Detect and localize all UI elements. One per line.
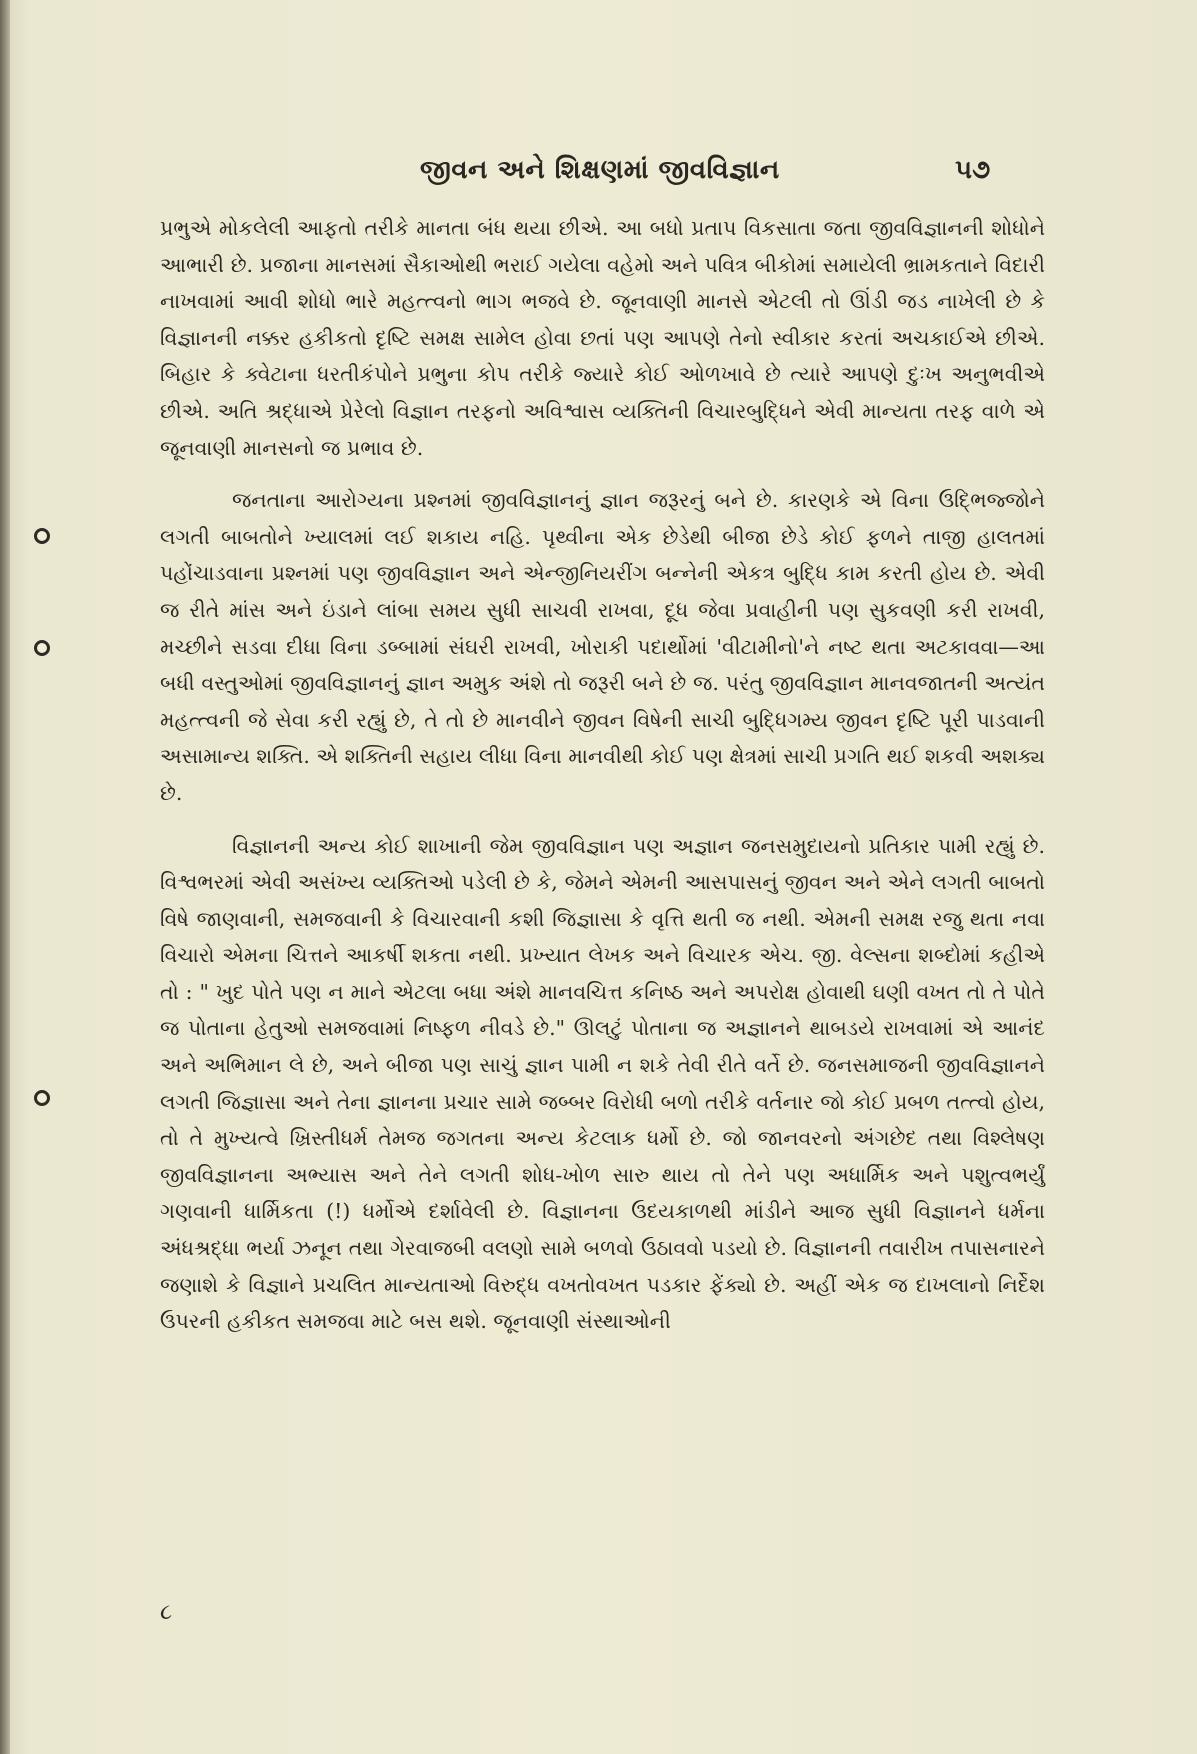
page-number: ૫૭ (955, 155, 991, 185)
signature-mark: ૮ (160, 1600, 173, 1625)
running-head: જીવન અને શિક્ષણમાં જીવવિજ્ઞાન (420, 155, 780, 185)
paragraph: જનતાના આરોગ્યના પ્રશ્નમાં જીવવિજ્ઞાનનું જ્ઞાન જરૂરનું બને છે. કારણકે એ વિના ઉદ્ભિજ્જોને લગતી બાબતોને ખ્યાલમાં લઈ શકાય નહિ. પૃથ્વીના એક છેડેથી બીજા છેડે કોઈ ફળને તાજી હાલતમાં પહોંચાડવાના પ્રશ્નમાં પણ જીવવિજ્ઞાન અને એન્જીનિયરીંગ બન્નેની એકત્ર બુદ્ધિ કામ કરતી હોય છે. એવી જ રીતે માંસ અને ઇંડાને લાંબા સમય સુધી સાચવી રાખવા, દૂધ જેવા પ્રવાહીની પણ સુકવણી કરી રાખવી, મચ્છીને સડવા દીધા વિના ડબ્બામાં સંઘરી રાખવી, ખોરાકી પદાર્થોમાં 'વીટામીનો'ને નષ્ટ થતા અટકાવવા—આ બધી વસ્તુઓમાં જીવવિજ્ઞાનનું જ્ઞાન અમુક અંશે તો જરૂરી બને છે જ. પરંતુ જીવવિજ્ઞાન માનવજાતની અત્યંત મહત્ત્વની જે સેવા કરી રહ્યું છે, તે તો છે માનવીને જીવન વિષેની સાચી બુદ્ધિગમ્ય જીવન દૃષ્ટિ પૂરી પાડવાની અસામાન્ય શક્તિ. એ શક્તિની સહાય લીધા વિના માનવીથી કોઈ પણ ક્ષેત્રમાં સાચી પ્રગતિ થઈ શકવી અશક્ય છે. (160, 488, 1045, 805)
punch-hole (34, 528, 50, 544)
page-spine-edge (0, 0, 10, 1754)
punch-hole (34, 640, 50, 656)
punch-hole (34, 1090, 50, 1106)
paragraph: વિજ્ઞાનની અન્ય કોઈ શાખાની જેમ જીવવિજ્ઞાન પણ અજ્ઞાન જનસમુદાયનો પ્રતિકાર પામી રહ્યું છે. વિશ્વભરમાં એવી અસંખ્ય વ્યક્તિઓ પડેલી છે કે, જેમને એમની આસપાસનું જીવન અને એને લગતી બાબતો વિષે જાણવાની, સમજવાની કે વિચારવાની કશી જિજ્ઞાસા કે વૃત્તિ થતી જ નથી. એમની સમક્ષ રજુ થતા નવા વિચારો એમના ચિત્તને આકર્ષી શકતા નથી. પ્રખ્યાત લેખક અને વિચારક એચ. જી. વેલ્સના શબ્દોમાં કહીએ તો : " ખુદ પોતે પણ ન માને એટલા બધા અંશે માનવચિત્ત કનિષ્ઠ અને અપરોક્ષ હોવાથી ઘણી વખત તો તે પોતે જ પોતાના હેતુઓ સમજવામાં નિષ્ફળ નીવડે છે." ઊલટું પોતાના જ અજ્ઞાનને થાબડયે રાખવામાં એ આનંદ અને અભિમાન લે છે, અને બીજા પણ સાચું જ્ઞાન પામી ન શકે તેવી રીતે વર્તે છે. જનસમાજની જીવવિજ્ઞાનને લગતી જિજ્ઞાસા અને તેના જ્ઞાનના પ્રચાર સામે જબ્બર વિરોધી બળો તરીકે વર્તનાર જો કોઈ પ્રબળ તત્ત્વો હોય, તો તે મુખ્યત્વે ખ્રિસ્તીધર્મ તેમજ જગતના અન્ય કેટલાક ધર્મો છે. જો જાનવરનો અંગછેદ તથા વિશ્લેષણ જીવવિજ્ઞાનના અભ્યાસ અને તેને લગતી શોધ-ખોળ સારુ થાય તો તેને પણ અધાર્મિક અને પશુત્વભર્યું ગણવાની ધાર્મિકતા (!) ધર્મોએ દર્શાવેલી છે. વિજ્ઞાનના ઉદયકાળથી માંડીને આજ સુધી વિજ્ઞાનને ધર્મના અંધશ્રદ્ધા ભર્યા ઝનૂન તથા ગેરવાજબી વલણો સામે બળવો ઉઠાવવો પડયો છે. વિજ્ઞાનની તવારીખ તપાસનારને જણાશે કે વિજ્ઞાને પ્રચલિત માન્યતાઓ વિરુદ્ધ વખતોવખત પડકાર ફેંક્યો છે. અહીં એક જ દાખલાનો નિર્દેશ ઉપરની હકીકત સમજવા માટે બસ થશે. જૂનવાણી સંસ્થાઓની (160, 833, 1045, 1334)
paragraph: પ્રભુએ મોકલેલી આફતો તરીકે માનતા બંધ થયા છીએ. આ બધો પ્રતાપ વિકસાતા જતા જીવવિજ્ઞાનની શોધોને આભારી છે. પ્રજાના માનસમાં સૈકાઓથી ભરાઈ ગયેલા વહેમો અને પવિત્ર બીકોમાં સમાયેલી ભ્રામકતાને વિદારી નાખવામાં આવી શોધો ભારે મહત્ત્વનો ભાગ ભજવે છે. જૂનવાણી માનસે એટલી તો ઊંડી જડ નાખેલી છે કે વિજ્ઞાનની નક્કર હકીકતો દૃષ્ટિ સમક્ષ સામેલ હોવા છતાં પણ આપણે તેનો સ્વીકાર કરતાં અચકાઈએ છીએ. બિહાર કે ક્વેટાના ધરતીકંપોને પ્રભુના કોપ તરીકે જ્યારે કોઈ ઓળખાવે છે ત્યારે આપણે દુઃખ અનુભવીએ છીએ. અતિ શ્રદ્ધાએ પ્રેરેલો વિજ્ઞાન તરફનો અવિશ્વાસ વ્યક્તિની વિચારબુદ્ધિને એવી માન્યતા તરફ વાળે એ જૂનવાણી માનસનો જ પ્રભાવ છે. (160, 216, 1045, 460)
body-text (160, 210, 1045, 1340)
